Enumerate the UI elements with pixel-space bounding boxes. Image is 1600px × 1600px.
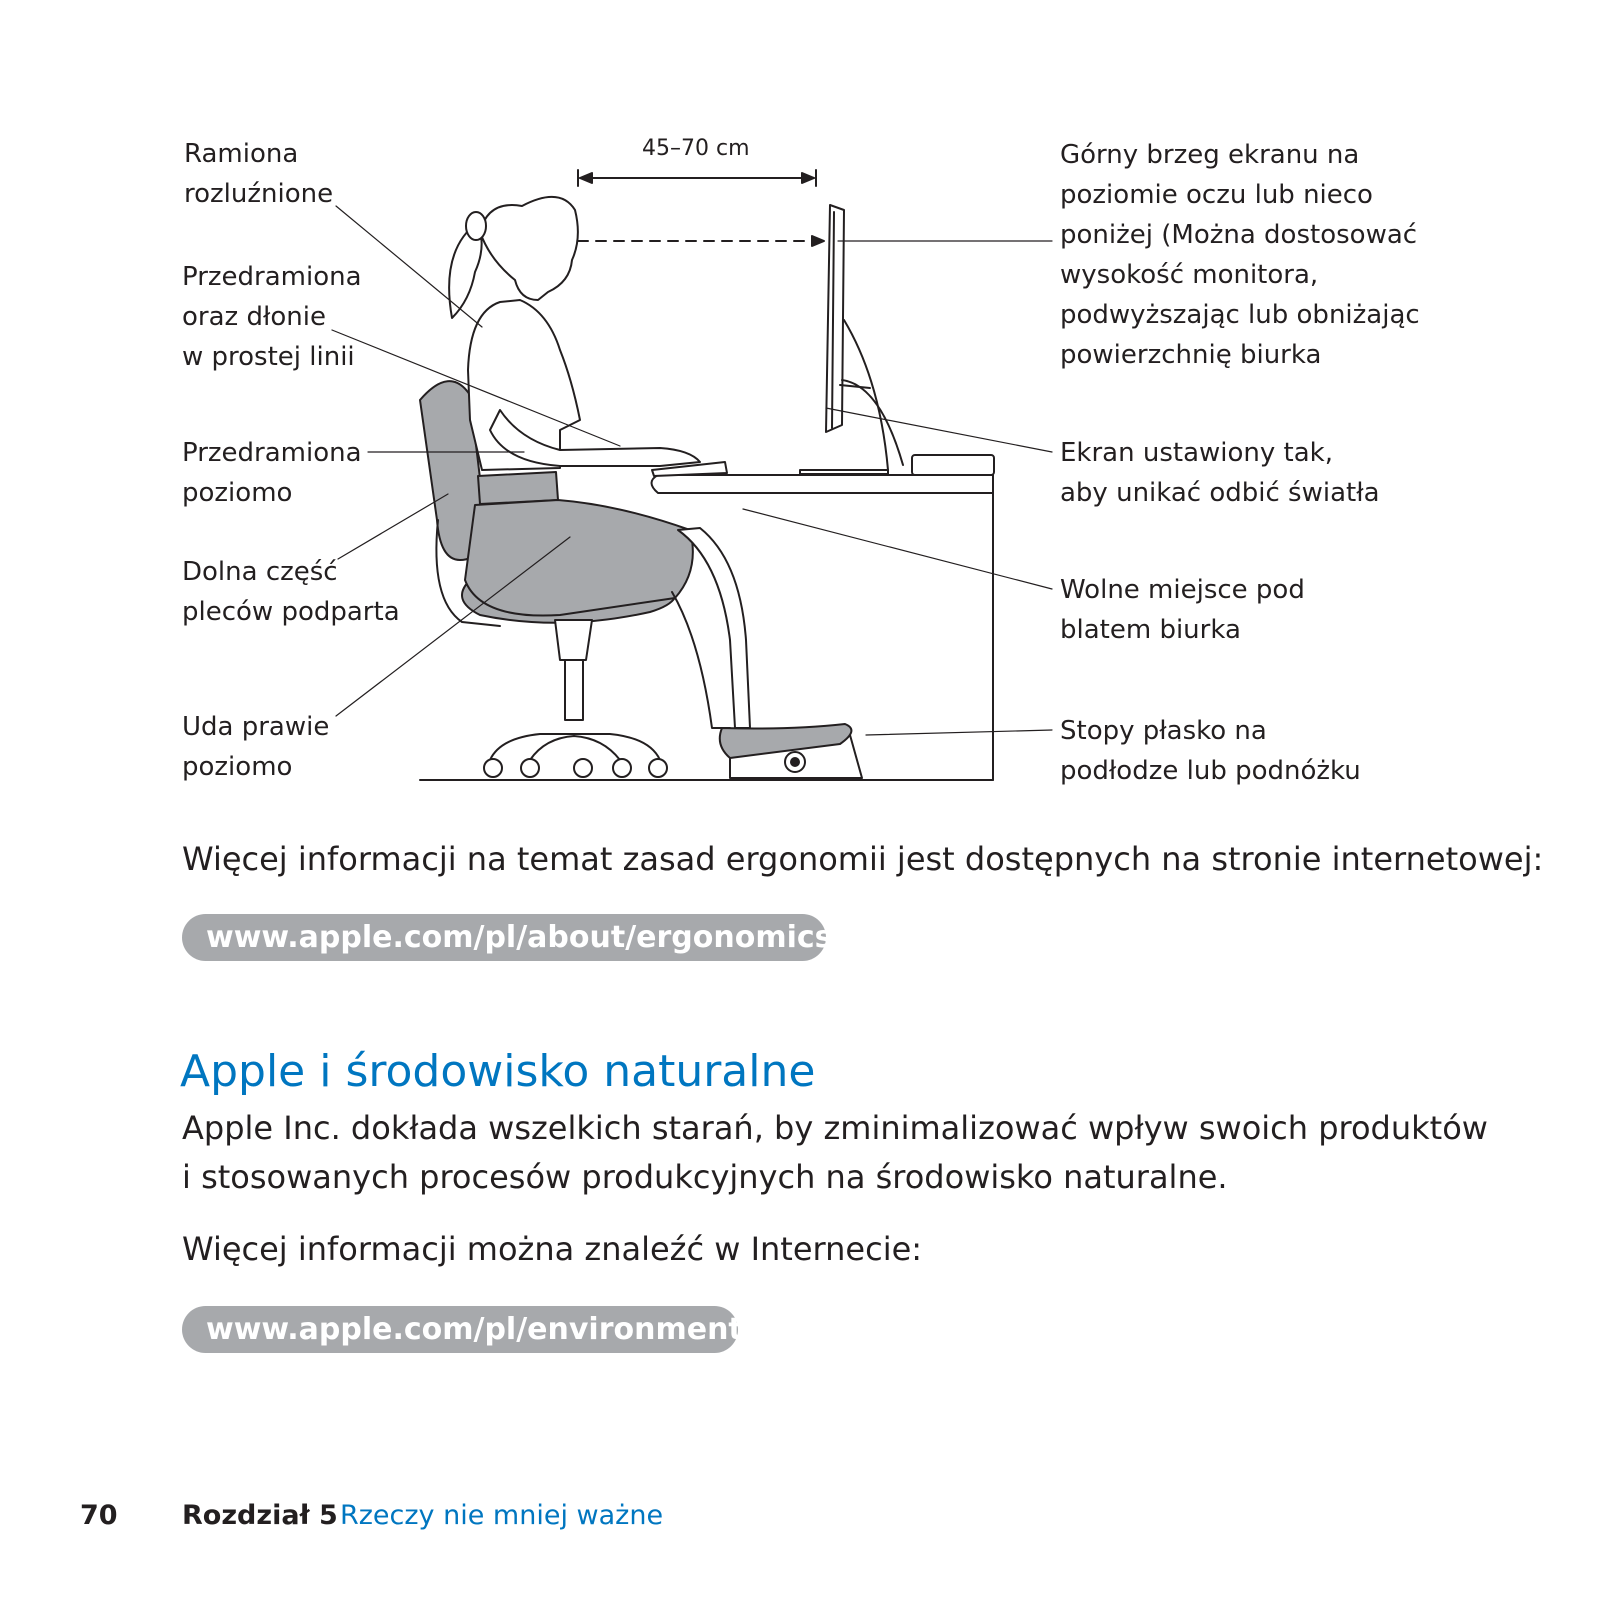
distance-dimension	[578, 170, 824, 246]
label-screen-glare: Ekran ustawiony tak, aby unikać odbić światła	[1060, 438, 1380, 508]
label-forearms-level: Przedramiona poziomo	[182, 438, 362, 508]
chapter-title: Rzeczy nie mniej ważne	[340, 1500, 664, 1531]
environment-paragraph: Apple Inc. dokłada wszelkich starań, by zminimalizować wpływ swoich produktów i stosowanych procesów produkcyjnych na środowisko naturalne.	[182, 1109, 1488, 1196]
environment-more-info: Więcej informacji można znaleźć w Internecie:	[182, 1230, 923, 1268]
label-lower-back-supported: Dolna część pleców podparta	[182, 557, 400, 627]
mac-mini	[912, 455, 994, 475]
label-shoulders-relaxed: Ramiona rozluźnione	[184, 139, 334, 209]
label-clearance-under-desk: Wolne miejsce pod blatem biurka	[1060, 575, 1305, 645]
ergonomics-link[interactable]: www.apple.com/pl/about/ergonomics	[182, 914, 826, 961]
environment-link[interactable]: www.apple.com/pl/environment	[182, 1306, 738, 1353]
ergonomics-intro: Więcej informacji na temat zasad ergonomii jest dostępnych na stronie internetowej:	[182, 840, 1544, 878]
label-screen-top-eye-level: Górny brzeg ekranu na poziomie oczu lub nieco poniżej (Można dostosować wysokość monitora, podwyższając lub obniżając powierzchnię biurka	[1060, 140, 1420, 370]
distance-label: 45–70 cm	[642, 136, 750, 161]
person	[449, 197, 851, 758]
page-number: 70	[80, 1500, 118, 1531]
label-forearms-hands-straight: Przedramiona oraz dłonie w prostej linii	[182, 262, 362, 372]
chapter-label: Rozdział 5	[182, 1500, 338, 1531]
label-feet-flat: Stopy płasko na podłodze lub podnóżku	[1060, 716, 1361, 786]
section-heading: Apple i środowisko naturalne	[180, 1046, 816, 1097]
label-thighs-level: Uda prawie poziomo	[182, 712, 330, 782]
